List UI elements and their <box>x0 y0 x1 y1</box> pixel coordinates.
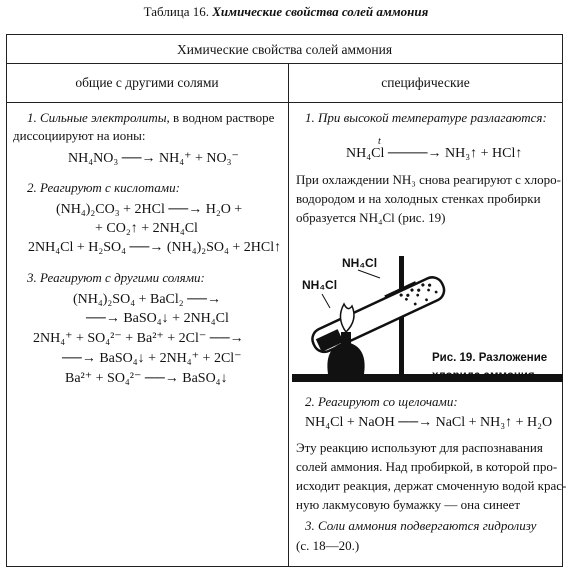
right-item-3-ref: (с. 18—20.) <box>296 538 360 553</box>
right-item-1-text-1: При охлаждении NH₃ снова реагируют с хлоро- <box>296 172 561 187</box>
column-header-general: общие с другими солями <box>75 75 219 90</box>
equation-salt-ionic-a: 2NH₄⁺ + SO₄²⁻ + Ba²⁺ + 2Cl⁻ ──→ <box>33 331 244 346</box>
equation-acid-1b: + CO₂↑ + 2NH₄Cl <box>95 221 198 236</box>
right-item-1-text-2: водородом и на холодных стенках пробирки <box>296 191 541 206</box>
right-item-2-text-2: солей аммония. Над пробиркой, в которой про- <box>296 459 558 474</box>
caption-title: Химические свойства солей аммония <box>212 4 429 19</box>
equation-salt-ionic-short: Ba²⁺ + SO₄²⁻ ──→ BaSO₄↓ <box>65 371 228 386</box>
condition-heat: t <box>378 136 381 147</box>
left-item-1: 1. Сильные электролиты, в водном растворе <box>27 110 275 125</box>
figure-label-top: NH₄Cl <box>342 256 378 270</box>
equation-salt-1a: (NH₄)₂SO₄ + BaCl₂ ──→ <box>73 292 221 307</box>
right-item-1-text-3: образуется NH₄Cl (рис. 19) <box>296 210 446 225</box>
figure-caption-line1: Рис. 19. Разложение <box>432 352 548 364</box>
table-header: Химические свойства солей аммония <box>176 42 393 57</box>
right-item-2-text-1: Эту реакцию используют для распознавания <box>296 440 543 455</box>
right-item-2: 2. Реагируют со щелочами: <box>305 394 458 409</box>
right-item-1: 1. При высокой температуре разлагаются: <box>305 110 547 125</box>
right-item-2-text-3: исходит реакция, держат смоченную водой крас- <box>296 478 567 493</box>
left-item-1-line2: диссоциируют на ионы: <box>13 128 146 143</box>
column-header-divider <box>6 102 563 103</box>
right-item-3: 3. Соли аммония подвергаются гидролизу <box>305 518 537 533</box>
equation-alkali: NH₄Cl + NaOH ──→ NaCl + NH₃↑ + H₂O <box>305 415 553 430</box>
column-header-specific: специфические <box>381 75 470 90</box>
header-divider <box>6 63 563 64</box>
equation-salt-ionic-b: ──→ BaSO₄↓ + 2NH₄⁺ + 2Cl⁻ <box>62 351 242 366</box>
caption-prefix: Таблица 16. <box>143 4 210 19</box>
equation-acid-1a: (NH₄)₂CO₃ + 2HCl ──→ H₂O + <box>56 202 243 217</box>
equation-acid-2: 2NH₄Cl + H₂SO₄ ──→ (NH₄)₂SO₄ + 2HCl↑ <box>28 240 282 255</box>
left-item-3: 3. Реагируют с другими солями: <box>27 270 205 285</box>
figure-caption-line2: хлорида аммония. <box>432 370 538 382</box>
figure-label-left: NH₄Cl <box>302 278 338 292</box>
equation-decomposition: NH₄Cl ────→ NH₃↑ + HCl↑ <box>346 146 523 161</box>
figure-decomposition-illustration <box>288 246 563 388</box>
equation-dissociation: NH₄NO₃ ──→ NH₄⁺ + NO₃⁻ <box>68 151 239 166</box>
equation-salt-1b: ──→ BaSO₄↓ + 2NH₄Cl <box>86 311 229 326</box>
left-item-2: 2. Реагируют с кислотами: <box>27 180 180 195</box>
table-caption <box>0 4 572 20</box>
right-item-2-text-4: ную лакмусовую бумажку — она синеет <box>296 497 520 512</box>
